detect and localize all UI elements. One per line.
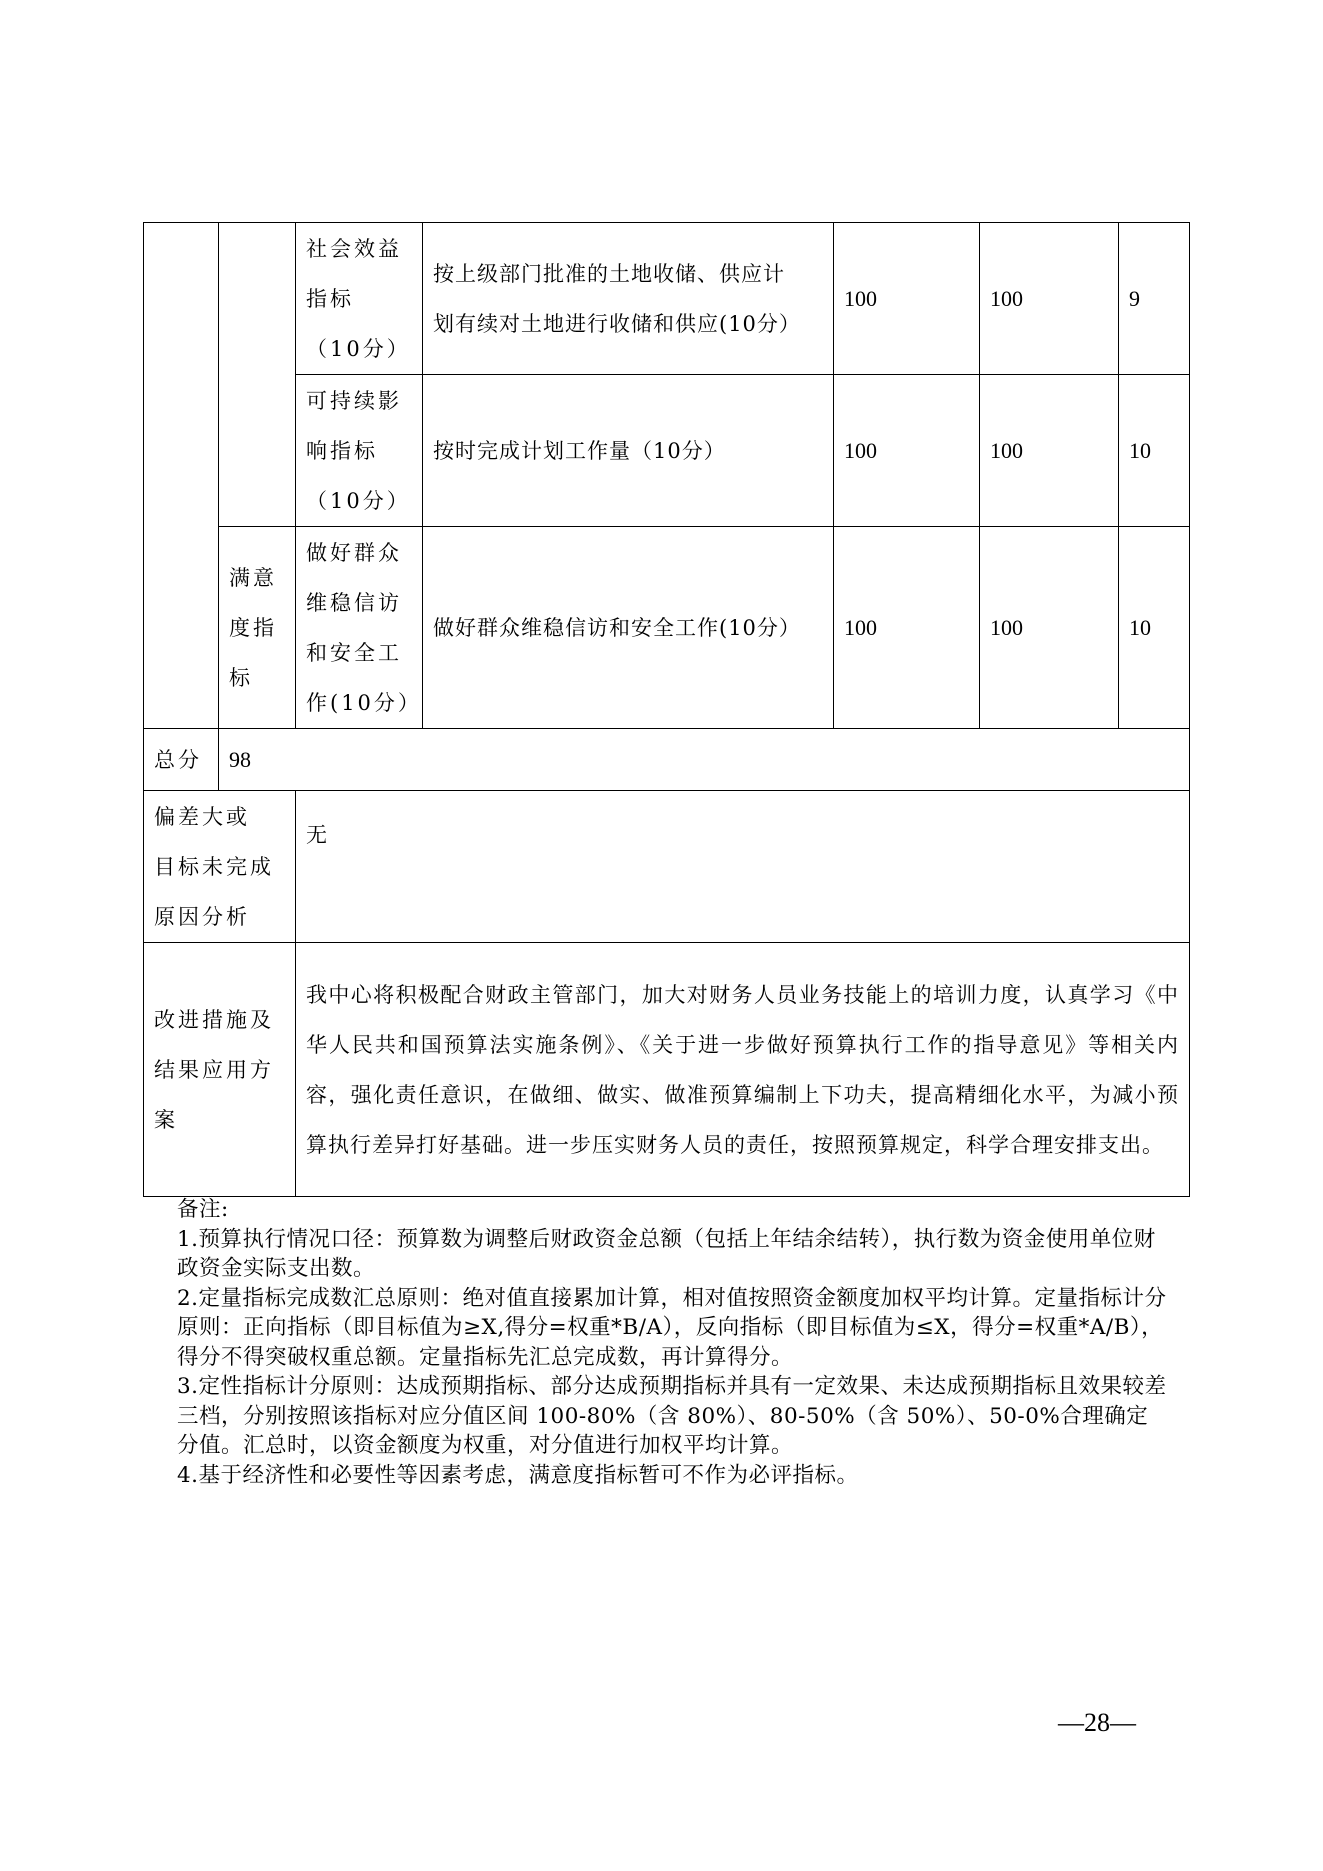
actual-cell: 100 xyxy=(980,527,1119,729)
level1-cell xyxy=(144,223,219,729)
indicator-cell: 做好群众 维稳信访 和安全工 作(10分） xyxy=(296,527,423,729)
note-item: 4.基于经济性和必要性等因素考虑，满意度指标暂可不作为必评指标。 xyxy=(177,1462,859,1488)
improvement-value: 我中心将积极配合财政主管部门，加大对财务人员业务技能上的培训力度，认真学习《中华人民共和国预算法实施条例》、《关于进一步做好预算执行工作的指导意见》等相关内容，强化责任意识，在做细、做实、做准预算编制上下功夫，提高精细化水平，为减小预算执行差异打好基础。进一步压实财务人员的责任，按照预算规定，科学合理安排支出。 xyxy=(296,943,1190,1197)
total-label: 总分 xyxy=(144,729,219,791)
indicator-cell: 社会效益 指标 （10分） xyxy=(296,223,423,375)
description-cell: 按上级部门批准的土地收储、供应计 划有续对土地进行收储和供应(10分） xyxy=(423,223,834,375)
note-item: 2.定量指标完成数汇总原则：绝对值直接累加计算，相对值按照资金额度加权平均计算。定量指标计分原则：正向指标（即目标值为≥X,得分=权重*B/A），反向指标（即目标值为≤X，得分=权重*A/B），得分不得突破权重总额。定量指标先汇总完成数，再计算得分。 xyxy=(177,1285,1167,1370)
deviation-row xyxy=(144,791,1190,943)
description-cell: 做好群众维稳信访和安全工作(10分） xyxy=(423,527,834,729)
improvement-row xyxy=(144,943,1190,1197)
category-cell: 满意 度指 标 xyxy=(219,527,296,729)
performance-table xyxy=(143,222,1190,1197)
notes-title: 备注: xyxy=(177,1197,229,1222)
total-value: 98 xyxy=(219,729,1190,791)
page-number: —28— xyxy=(1058,1708,1136,1737)
description-cell: 按时完成计划工作量（10分） xyxy=(423,375,834,527)
target-cell: 100 xyxy=(834,527,980,729)
notes-section xyxy=(177,1195,1167,1490)
total-row xyxy=(144,729,1190,791)
level2-cell xyxy=(219,223,296,527)
score-cell: 10 xyxy=(1119,527,1190,729)
score-cell: 10 xyxy=(1119,375,1190,527)
indicator-cell: 可持续影 响指标 （10分） xyxy=(296,375,423,527)
improvement-label: 改进措施及 结果应用方 案 xyxy=(144,943,296,1197)
table-row xyxy=(144,527,1190,729)
deviation-label: 偏差大或 目标未完成 原因分析 xyxy=(144,791,296,943)
deviation-value: 无 xyxy=(296,791,1190,943)
target-cell: 100 xyxy=(834,223,980,375)
note-item: 1.预算执行情况口径：预算数为调整后财政资金总额（包括上年结余结转），执行数为资金使用单位财政资金实际支出数。 xyxy=(177,1226,1156,1281)
actual-cell: 100 xyxy=(980,223,1119,375)
table-row xyxy=(144,223,1190,375)
target-cell: 100 xyxy=(834,375,980,527)
score-cell: 9 xyxy=(1119,223,1190,375)
actual-cell: 100 xyxy=(980,375,1119,527)
note-item: 3.定性指标计分原则：达成预期指标、部分达成预期指标并具有一定效果、未达成预期指标且效果较差三档，分别按照该指标对应分值区间 100-80%（含 80%）、80-50%（含 50%）、50-0%合理确定分值。汇总时，以资金额度为权重，对分值进行加权平均计算。 xyxy=(177,1374,1167,1458)
table-row xyxy=(144,375,1190,527)
